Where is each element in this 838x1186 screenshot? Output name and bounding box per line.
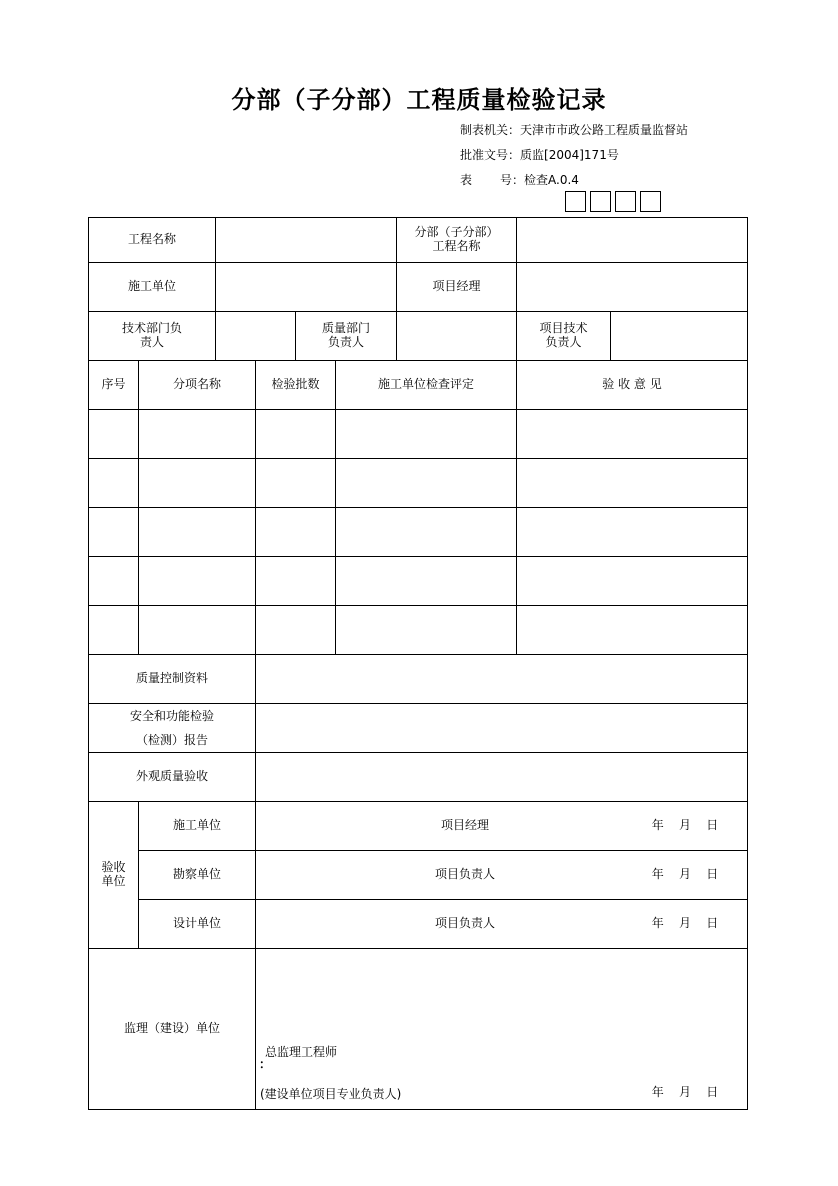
tech-head-label-line1: 技术部门负	[121, 321, 182, 336]
issuer-value: 天津市市政公路工程质量监督站	[520, 123, 689, 137]
construction-unit-label: 施工单位	[127, 279, 176, 294]
safety-report-line2: （检测）报告	[135, 733, 208, 747]
chief-engineer-colon: ：	[259, 1057, 272, 1071]
col-header-check: 施工单位检查评定	[377, 377, 474, 392]
quality-control-label: 质量控制资料	[135, 671, 208, 686]
subdivision-label-line2: 工程名称	[432, 239, 481, 253]
acceptance-date: 年 月 日	[651, 818, 719, 833]
acceptance-date: 年 月 日	[651, 916, 719, 931]
approval-value: 质监[2004]171号	[520, 148, 619, 162]
project-manager-field[interactable]	[517, 263, 747, 311]
table-row[interactable]	[89, 410, 747, 458]
quality-head-label-line1: 质量部门	[321, 321, 370, 336]
acceptance-group-line1: 验收	[101, 860, 126, 875]
acceptance-date: 年 月 日	[651, 867, 719, 882]
col-header-name: 分项名称	[172, 377, 221, 392]
quality-control-field[interactable]	[256, 655, 747, 703]
project-tech-field[interactable]	[611, 312, 747, 360]
form-number-value: 检查A.0.4	[524, 173, 579, 187]
appearance-field[interactable]	[256, 753, 747, 801]
project-manager-label: 项目经理	[432, 279, 481, 294]
acceptance-group-label	[89, 802, 138, 948]
appearance-label: 外观质量验收	[135, 769, 208, 784]
acceptance-unit-label: 施工单位	[172, 818, 221, 833]
acceptance-unit-label: 勘察单位	[172, 867, 221, 882]
quality-head-field[interactable]	[397, 312, 516, 360]
safety-report-label	[89, 704, 255, 752]
form-label-a: 表	[460, 173, 473, 187]
number-box[interactable]	[640, 191, 661, 212]
table-row[interactable]	[89, 459, 747, 507]
construction-unit-field[interactable]	[216, 263, 396, 311]
number-box[interactable]	[590, 191, 611, 212]
owner-rep-label: (建设单位项目专业负责人)	[260, 1087, 402, 1101]
form-number-line	[460, 171, 579, 188]
page-title: 分部（子分部）工程质量检验记录	[231, 86, 607, 114]
project-tech-label	[517, 312, 610, 360]
approval-label: 批准文号：	[460, 148, 521, 162]
project-tech-label-line2: 负责人	[545, 335, 582, 349]
subdivision-label-line1: 分部（子分部）	[414, 225, 499, 240]
chief-engineer-label: 总监理工程师	[265, 1045, 338, 1059]
col-header-opinion: 验 收 意 见	[602, 377, 662, 392]
safety-report-line1: 安全和功能检验	[129, 709, 214, 723]
form-number-boxes	[565, 191, 661, 212]
acceptance-role-label: 项目经理	[440, 818, 489, 833]
tech-head-label-line2: 责人	[139, 335, 164, 349]
acceptance-role-label: 项目负责人	[434, 916, 495, 931]
quality-head-label	[296, 312, 396, 360]
table-row[interactable]	[89, 508, 747, 556]
subdivision-name-field[interactable]	[517, 218, 747, 262]
approval-line	[460, 146, 619, 163]
acceptance-role-label: 项目负责人	[434, 867, 495, 882]
project-name-field[interactable]	[216, 218, 396, 262]
acceptance-group-line2: 单位	[101, 874, 126, 888]
tech-head-field[interactable]	[216, 312, 295, 360]
acceptance-unit-label: 设计单位	[172, 916, 221, 931]
project-tech-label-line1: 项目技术	[539, 321, 588, 336]
tech-head-label	[89, 312, 215, 360]
number-box[interactable]	[615, 191, 636, 212]
quality-head-label-line2: 负责人	[327, 335, 364, 349]
table-row[interactable]	[89, 606, 747, 654]
table-row[interactable]	[89, 557, 747, 605]
col-header-seq: 序号	[101, 377, 126, 392]
form-label-b: 号：	[500, 173, 525, 187]
subdivision-name-label	[397, 218, 516, 262]
supervision-date: 年 月 日	[651, 1085, 719, 1100]
issuer-label: 制表机关：	[460, 123, 521, 137]
number-box[interactable]	[565, 191, 586, 212]
issuer-line	[460, 121, 688, 138]
project-name-label: 工程名称	[127, 232, 176, 247]
supervision-label: 监理（建设）单位	[123, 1021, 220, 1036]
safety-report-field[interactable]	[256, 704, 747, 752]
col-header-batches: 检验批数	[271, 377, 320, 392]
